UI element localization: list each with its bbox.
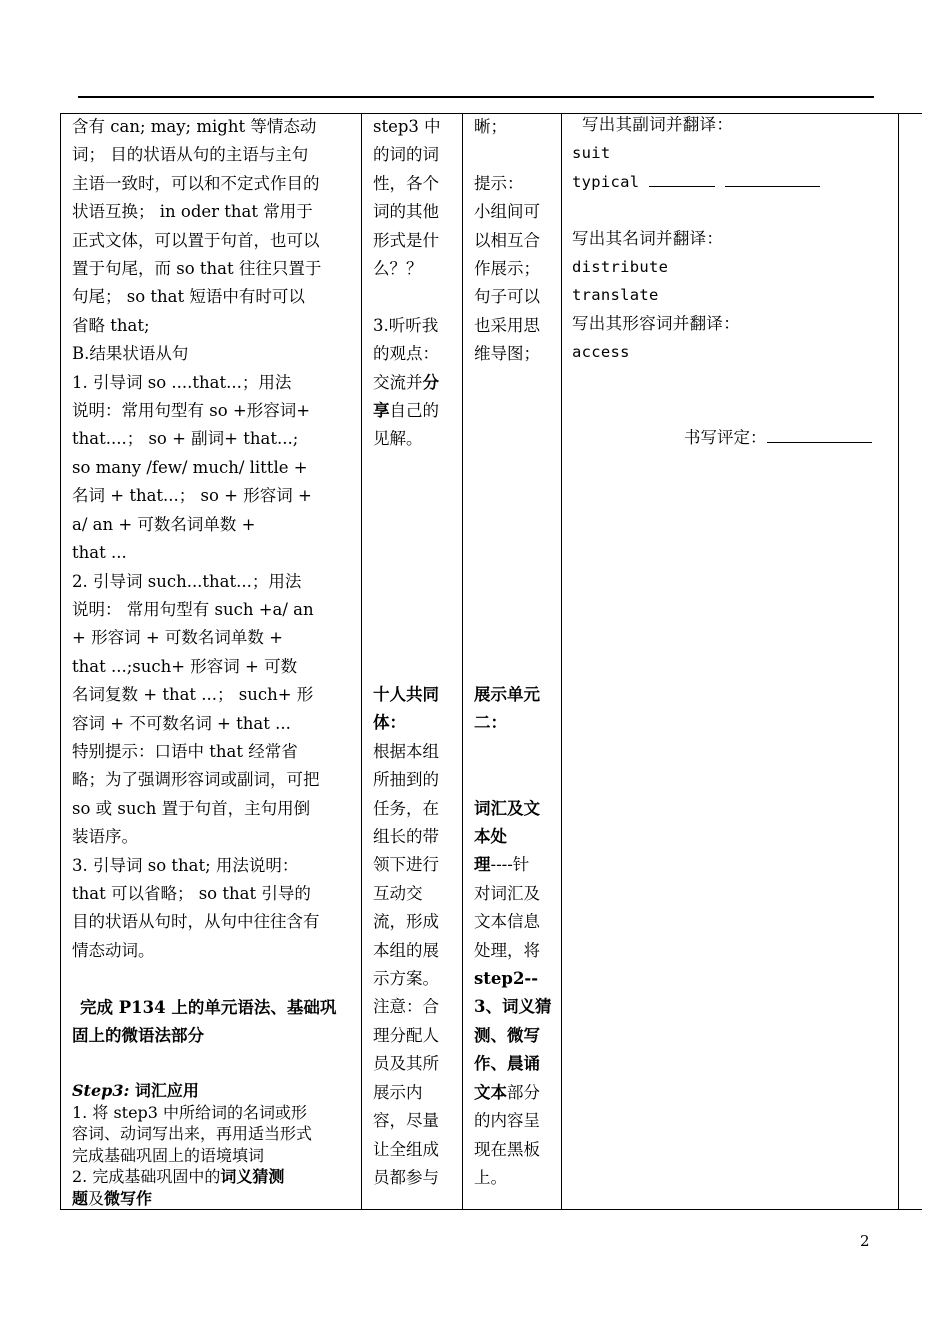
notes-line: 置于句尾，而 so that 往往只置于 bbox=[72, 259, 322, 279]
step3-line: 1. 将 step3 中所给词的名词或形 bbox=[72, 1102, 308, 1122]
activity-line: 的词的词 bbox=[373, 145, 439, 165]
adjective-heading: 写出其形容词并翻译： bbox=[572, 313, 740, 333]
vocab-line: 上。 bbox=[474, 1167, 507, 1187]
word-access: access bbox=[572, 343, 630, 362]
group-line: 互动交 bbox=[373, 883, 423, 903]
vocab-bold: 文本 bbox=[474, 1082, 507, 1102]
vocab-line bbox=[474, 851, 551, 879]
column-divider-3 bbox=[561, 113, 562, 1210]
step3-line-item2 bbox=[72, 1166, 312, 1188]
group-task-block bbox=[373, 681, 439, 1192]
vocab-text: 部分 bbox=[507, 1082, 540, 1102]
notes-line: so many /few/ much/ little + bbox=[72, 457, 308, 477]
spacer bbox=[474, 738, 551, 766]
column-divider-4 bbox=[898, 113, 899, 1210]
notes-line: 情态动词。 bbox=[72, 940, 155, 960]
notes-line: 说明： 常用句型有 such +a/ an bbox=[72, 599, 314, 619]
activity-line: 性，各个 bbox=[373, 173, 439, 193]
group-line: 示方案。 bbox=[373, 969, 439, 989]
step3-line-item2-cont bbox=[72, 1188, 312, 1210]
vocab-title: 本处 bbox=[474, 827, 507, 847]
notes-line: 省略 that; bbox=[72, 315, 150, 335]
group-line: 根据本组 bbox=[373, 741, 439, 761]
word-translate: translate bbox=[572, 286, 659, 305]
activity-line: 词的其他 bbox=[373, 202, 439, 222]
activity-text: 交流并 bbox=[373, 372, 423, 392]
notes-line: a/ an + 可数名词单数 + bbox=[72, 514, 256, 534]
group-line: 展示内 bbox=[373, 1082, 423, 1102]
notes-line: 句尾； so that 短语中有时可以 bbox=[72, 287, 305, 307]
activity-line bbox=[373, 369, 441, 397]
group-title: 体： bbox=[373, 713, 406, 733]
vocab-line: 文本信息 bbox=[474, 912, 540, 932]
step3-item2-text: 及 bbox=[88, 1188, 105, 1208]
activity-line bbox=[373, 283, 441, 311]
activity-line bbox=[373, 397, 441, 425]
group-line: 理分配人 bbox=[373, 1025, 439, 1045]
activity-text: 自己的 bbox=[389, 401, 439, 421]
step3-item2-text: 2. 完成基础巩固中的 bbox=[72, 1167, 221, 1186]
notes-line: 含有 can; may; might 等情态动 bbox=[72, 117, 317, 136]
notes-line: that ...;such+ 形容词 + 可数 bbox=[72, 656, 298, 676]
vocab-line: 现在黑板 bbox=[474, 1139, 540, 1159]
vocab-line bbox=[474, 1079, 551, 1107]
step3-item2-bold: 词义猜测 bbox=[220, 1167, 285, 1186]
notes-line: 容词 + 不可数名词 + that ... bbox=[72, 713, 291, 733]
group-line: 组长的带 bbox=[373, 827, 439, 847]
step3-item2-bold: 微写作 bbox=[104, 1188, 153, 1208]
word-typical-row bbox=[572, 168, 820, 196]
writing-rating bbox=[684, 424, 872, 452]
activity-line: 形式是什 bbox=[373, 230, 439, 250]
notes-line: 2. 引导词 such...that...；用法 bbox=[72, 571, 302, 591]
answer-blank[interactable] bbox=[725, 172, 820, 187]
notes-line: that ... bbox=[72, 543, 127, 563]
activity-line: 么？？ bbox=[373, 259, 423, 279]
step3-line: 容词、动词写出来，再用适当形式 bbox=[72, 1124, 313, 1143]
vocab-line: 作、晨诵 bbox=[474, 1054, 540, 1074]
activity-bold: 分 bbox=[422, 372, 439, 392]
word-typical: typical bbox=[572, 172, 640, 191]
req-line: 以相互合 bbox=[474, 230, 540, 250]
rating-row bbox=[684, 424, 872, 452]
notes-line: 目的状语从句时，从句中往往含有 bbox=[72, 912, 320, 932]
header-rule bbox=[78, 96, 874, 98]
page-number: 2 bbox=[860, 1232, 870, 1250]
notes-line: 特别提示：口语中 that 经常省 bbox=[72, 741, 298, 761]
rating-label: 书写评定： bbox=[684, 428, 767, 447]
column-divider-1 bbox=[361, 113, 362, 1210]
step3-line: 完成基础巩固上的语境填词 bbox=[72, 1145, 265, 1165]
vocab-bold: 理 bbox=[474, 855, 491, 875]
writing-exercise-column bbox=[572, 111, 820, 367]
vocab-line: step2-- bbox=[474, 969, 539, 989]
group-line: 员都参与 bbox=[373, 1167, 439, 1187]
req-line: 提示： bbox=[474, 173, 524, 193]
notes-line: 1. 引导词 so ....that...；用法 bbox=[72, 372, 292, 392]
task-instruction-cont bbox=[72, 1022, 204, 1050]
vocab-text: ----针 bbox=[490, 855, 530, 875]
task-line: 固上的微语法部分 bbox=[72, 1026, 204, 1045]
activity-line: 见解。 bbox=[373, 429, 423, 449]
notes-line: 装语序。 bbox=[72, 827, 138, 847]
vocab-line: 的内容呈 bbox=[474, 1111, 540, 1131]
spacer bbox=[572, 196, 820, 224]
notes-line: 状语互换； in oder that 常用于 bbox=[72, 202, 313, 222]
activity-bold: 享 bbox=[373, 401, 390, 421]
grammar-notes-column bbox=[72, 113, 321, 965]
req-line: 也采用思 bbox=[474, 315, 540, 335]
unit-title: 二： bbox=[474, 713, 507, 733]
rating-blank[interactable] bbox=[767, 428, 872, 443]
word-suit: suit bbox=[572, 144, 611, 163]
group-line: 注意：合 bbox=[373, 997, 439, 1017]
adverb-heading: 写出其副词并翻译： bbox=[582, 115, 734, 134]
step3-item2-bold: 题 bbox=[72, 1188, 89, 1208]
vocab-line: 3、词义猜 bbox=[474, 997, 552, 1017]
notes-line: 名词 + that...； so + 形容词 + bbox=[72, 486, 312, 506]
vocab-line: 测、微写 bbox=[474, 1025, 540, 1045]
display-unit-block bbox=[474, 681, 551, 1192]
activity-line: 3.听听我 bbox=[373, 315, 439, 335]
noun-heading: 写出其名词并翻译： bbox=[572, 228, 724, 248]
word-distribute: distribute bbox=[572, 258, 669, 277]
notes-line: 略；为了强调形容词或副词，可把 bbox=[72, 770, 320, 790]
activity-line: step3 中 bbox=[373, 117, 441, 136]
req-line: 句子可以 bbox=[474, 287, 540, 307]
column-divider-2 bbox=[462, 113, 463, 1210]
activity-line: 的观点： bbox=[373, 344, 439, 364]
group-line: 本组的展 bbox=[373, 940, 439, 960]
req-line: 晰； bbox=[474, 117, 507, 136]
spacer bbox=[474, 766, 551, 794]
task-line: 完成 P134 上的单元语法、基础巩 bbox=[80, 998, 337, 1017]
req-line: 维导图； bbox=[474, 344, 540, 364]
req-line: 作展示； bbox=[474, 259, 540, 279]
notes-line: 名词复数 + that ...； such+ 形 bbox=[72, 685, 314, 705]
student-activity-column bbox=[373, 113, 441, 454]
notes-line: 主语一致时，可以和不定式作目的 bbox=[72, 173, 320, 193]
group-line: 任务，在 bbox=[373, 798, 439, 818]
display-requirements-column bbox=[474, 113, 540, 369]
notes-line: that 可以省略； so that 引导的 bbox=[72, 883, 311, 903]
answer-blank[interactable] bbox=[649, 172, 715, 187]
req-line: 小组间可 bbox=[474, 202, 540, 222]
notes-line: 词； 目的状语从句的主语与主句 bbox=[72, 145, 309, 165]
group-line: 所抽到的 bbox=[373, 770, 439, 790]
vocab-line: 对词汇及 bbox=[474, 883, 540, 903]
step3-title bbox=[72, 1080, 312, 1102]
group-line: 让全组成 bbox=[373, 1139, 439, 1159]
step3-label: Step3: bbox=[72, 1081, 130, 1100]
group-line: 领下进行 bbox=[373, 855, 439, 875]
table-border-left bbox=[60, 113, 61, 1210]
notes-line: 3. 引导词 so that; 用法说明： bbox=[72, 855, 299, 875]
table-bottom-border bbox=[60, 1209, 922, 1210]
group-title: 十人共同 bbox=[373, 685, 439, 704]
group-line: 员及其所 bbox=[373, 1054, 439, 1074]
notes-line: 说明：常用句型有 so +形容词+ bbox=[72, 401, 311, 421]
notes-line: 正式文体，可以置于句首，也可以 bbox=[72, 230, 320, 250]
section-heading-result-clause: B.结果状语从句 bbox=[72, 344, 189, 364]
notes-line: + 形容词 + 可数名词单数 + bbox=[72, 628, 283, 648]
unit-title: 展示单元 bbox=[474, 685, 540, 704]
step3-title-text: 词汇应用 bbox=[129, 1081, 199, 1100]
group-line: 流，形成 bbox=[373, 912, 439, 932]
group-line: 容，尽量 bbox=[373, 1111, 439, 1131]
req-line bbox=[474, 141, 540, 169]
step3-section bbox=[72, 1080, 312, 1209]
notes-line: that....； so + 副词+ that...; bbox=[72, 429, 299, 449]
notes-line: so 或 such 置于句首，主句用倒 bbox=[72, 798, 311, 818]
vocab-line: 处理，将 bbox=[474, 940, 540, 960]
vocab-title: 词汇及文 bbox=[474, 798, 540, 818]
task-instruction bbox=[80, 994, 336, 1022]
